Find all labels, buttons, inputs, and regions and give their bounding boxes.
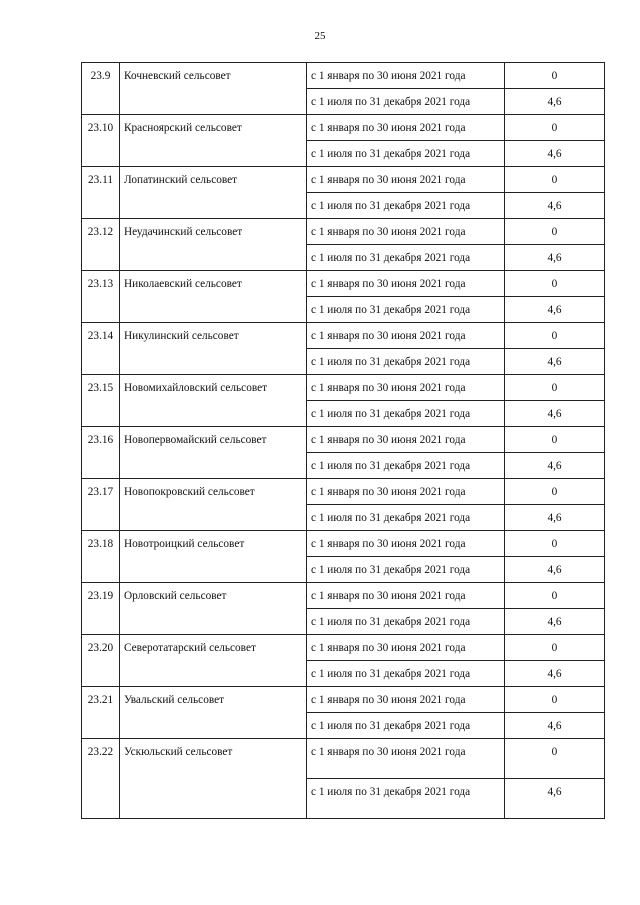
period-value: 4,6 — [505, 713, 605, 739]
period-value: 0 — [505, 427, 605, 453]
table-row — [82, 115, 605, 141]
period-value: 4,6 — [505, 141, 605, 167]
period-label: с 1 июля по 31 декабря 2021 года — [307, 661, 505, 687]
period-label: с 1 июля по 31 декабря 2021 года — [307, 297, 505, 323]
period-label: с 1 июля по 31 декабря 2021 года — [307, 193, 505, 219]
period-label: с 1 января по 30 июня 2021 года — [307, 63, 505, 89]
period-label: с 1 июля по 31 декабря 2021 года — [307, 557, 505, 583]
period-label: с 1 января по 30 июня 2021 года — [307, 219, 505, 245]
table-body — [82, 63, 605, 819]
period-value: 4,6 — [505, 245, 605, 271]
row-number: 23.22 — [82, 739, 120, 819]
table-row — [82, 271, 605, 297]
period-label: с 1 января по 30 июня 2021 года — [307, 531, 505, 557]
table-row — [82, 531, 605, 557]
period-value: 0 — [505, 739, 605, 779]
period-label: с 1 июля по 31 декабря 2021 года — [307, 779, 505, 819]
page-number: 25 — [314, 30, 326, 42]
settlement-name: Орловский сельсовет — [120, 583, 307, 635]
period-value: 0 — [505, 687, 605, 713]
period-label: с 1 июля по 31 декабря 2021 года — [307, 245, 505, 271]
period-label: с 1 января по 30 июня 2021 года — [307, 739, 505, 779]
row-number: 23.18 — [82, 531, 120, 583]
period-value: 4,6 — [505, 609, 605, 635]
row-number: 23.16 — [82, 427, 120, 479]
settlement-name: Неудачинский сельсовет — [120, 219, 307, 271]
period-label: с 1 января по 30 июня 2021 года — [307, 271, 505, 297]
period-value: 4,6 — [505, 505, 605, 531]
table-row — [82, 219, 605, 245]
period-label: с 1 января по 30 июня 2021 года — [307, 167, 505, 193]
period-value: 0 — [505, 63, 605, 89]
period-value: 0 — [505, 271, 605, 297]
period-value: 4,6 — [505, 89, 605, 115]
table-row — [82, 739, 605, 779]
table-row — [82, 63, 605, 89]
settlement-name: Новомихайловский сельсовет — [120, 375, 307, 427]
settlement-name: Увальский сельсовет — [120, 687, 307, 739]
period-value: 4,6 — [505, 401, 605, 427]
row-number: 23.13 — [82, 271, 120, 323]
period-label: с 1 января по 30 июня 2021 года — [307, 427, 505, 453]
period-value: 4,6 — [505, 557, 605, 583]
period-label: с 1 января по 30 июня 2021 года — [307, 583, 505, 609]
table-row — [82, 687, 605, 713]
table-row — [82, 635, 605, 661]
row-number: 23.19 — [82, 583, 120, 635]
settlement-name: Новопервомайский сельсовет — [120, 427, 307, 479]
period-label: с 1 января по 30 июня 2021 года — [307, 115, 505, 141]
period-label: с 1 января по 30 июня 2021 года — [307, 479, 505, 505]
tariff-table — [81, 62, 605, 819]
table-row — [82, 583, 605, 609]
period-value: 0 — [505, 167, 605, 193]
settlement-name: Северотатарский сельсовет — [120, 635, 307, 687]
settlement-name: Никулинский сельсовет — [120, 323, 307, 375]
period-label: с 1 июля по 31 декабря 2021 года — [307, 89, 505, 115]
period-label: с 1 июля по 31 декабря 2021 года — [307, 505, 505, 531]
period-label: с 1 июля по 31 декабря 2021 года — [307, 453, 505, 479]
period-value: 0 — [505, 375, 605, 401]
row-number: 23.9 — [82, 63, 120, 115]
row-number: 23.15 — [82, 375, 120, 427]
period-value: 4,6 — [505, 453, 605, 479]
period-value: 0 — [505, 583, 605, 609]
period-value: 0 — [505, 115, 605, 141]
settlement-name: Красноярский сельсовет — [120, 115, 307, 167]
period-value: 4,6 — [505, 779, 605, 819]
row-number: 23.11 — [82, 167, 120, 219]
row-number: 23.21 — [82, 687, 120, 739]
row-number: 23.20 — [82, 635, 120, 687]
row-number: 23.10 — [82, 115, 120, 167]
period-label: с 1 июля по 31 декабря 2021 года — [307, 713, 505, 739]
row-number: 23.14 — [82, 323, 120, 375]
period-value: 4,6 — [505, 349, 605, 375]
row-number: 23.17 — [82, 479, 120, 531]
period-label: с 1 июля по 31 декабря 2021 года — [307, 141, 505, 167]
period-label: с 1 июля по 31 декабря 2021 года — [307, 349, 505, 375]
period-label: с 1 июля по 31 декабря 2021 года — [307, 401, 505, 427]
period-label: с 1 января по 30 июня 2021 года — [307, 375, 505, 401]
settlement-name: Новотроицкий сельсовет — [120, 531, 307, 583]
table-row — [82, 167, 605, 193]
period-value: 0 — [505, 323, 605, 349]
period-value: 4,6 — [505, 193, 605, 219]
settlement-name: Ускюльский сельсовет — [120, 739, 307, 819]
table-row — [82, 375, 605, 401]
settlement-name: Кочневский сельсовет — [120, 63, 307, 115]
period-value: 0 — [505, 479, 605, 505]
settlement-name: Новопокровский сельсовет — [120, 479, 307, 531]
period-label: с 1 января по 30 июня 2021 года — [307, 635, 505, 661]
period-value: 4,6 — [505, 661, 605, 687]
table-row — [82, 427, 605, 453]
row-number: 23.12 — [82, 219, 120, 271]
period-label: с 1 января по 30 июня 2021 года — [307, 687, 505, 713]
table-row — [82, 323, 605, 349]
period-value: 0 — [505, 531, 605, 557]
period-label: с 1 июля по 31 декабря 2021 года — [307, 609, 505, 635]
settlement-name: Лопатинский сельсовет — [120, 167, 307, 219]
period-value: 0 — [505, 219, 605, 245]
settlement-name: Николаевский сельсовет — [120, 271, 307, 323]
table-row — [82, 479, 605, 505]
period-value: 0 — [505, 635, 605, 661]
period-label: с 1 января по 30 июня 2021 года — [307, 323, 505, 349]
period-value: 4,6 — [505, 297, 605, 323]
